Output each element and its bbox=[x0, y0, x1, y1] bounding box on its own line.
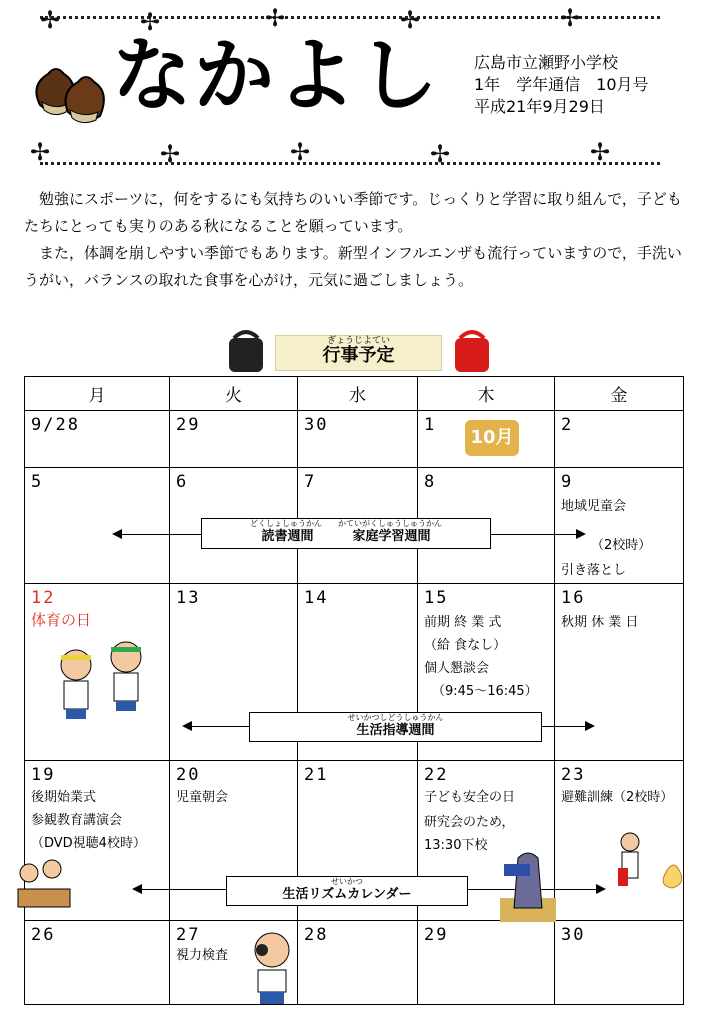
dragonfly-icon: ✢ bbox=[560, 4, 581, 32]
day-number: 21 bbox=[304, 765, 329, 785]
arrow-right-icon bbox=[585, 721, 595, 731]
event-label: （DVD視聴4校時） bbox=[31, 836, 146, 851]
weekday-header: 金 bbox=[555, 377, 684, 411]
period-text: 生活指導週間 bbox=[356, 723, 435, 738]
weekday-header: 火 bbox=[170, 377, 298, 411]
school-info bbox=[474, 52, 649, 118]
event-label: 研究会のため， bbox=[424, 815, 515, 830]
banner-ruby: ぎょうじよてい bbox=[326, 336, 390, 346]
dragonfly-icon: ✢ bbox=[590, 138, 611, 166]
period-label-rhythm bbox=[226, 876, 468, 906]
day-number: 7 bbox=[304, 472, 317, 492]
day-number: 13 bbox=[176, 588, 201, 608]
day-number: 2 bbox=[561, 415, 574, 435]
event-label: 13:30下校 bbox=[424, 838, 488, 853]
day-cell bbox=[298, 411, 418, 468]
day-number: 29 bbox=[176, 415, 201, 435]
day-number: 5 bbox=[31, 472, 44, 492]
day-number: 6 bbox=[176, 472, 189, 492]
day-cell bbox=[555, 411, 684, 468]
period-ruby: どくしょしゅうかん かていがくしゅうしゅうかん bbox=[250, 519, 442, 528]
intro-paragraph-1: 勉強にスポーツに，何をするにも気持ちのいい季節です。じっくりと学習に取り組んで，子どもたちにとっても実りのある秋になることを願っています。 bbox=[24, 190, 682, 235]
banner-title: 行事予定 bbox=[322, 345, 395, 366]
arrow-left-icon bbox=[112, 529, 122, 539]
weekday-header: 木 bbox=[418, 377, 555, 411]
intro-paragraph-2: また，体調を崩しやすい季節でもあります。新型インフルエンザも流行っていますので，手洗いうがい，バランスの取れた食事を心がけ，元気に過ごしましょう。 bbox=[24, 244, 682, 289]
weekday-header: 月 bbox=[25, 377, 170, 411]
day-number: 19 bbox=[31, 765, 56, 785]
dragonfly-icon: ✢ bbox=[40, 6, 61, 34]
newsletter-title: なかよし bbox=[112, 29, 440, 122]
day-number: 14 bbox=[304, 588, 329, 608]
dotted-border-bottom bbox=[40, 162, 660, 165]
period-label-reading bbox=[201, 518, 491, 549]
day-number: 20 bbox=[176, 765, 201, 785]
arrow-right-icon bbox=[576, 529, 586, 539]
event-label: 引き落とし bbox=[561, 563, 627, 578]
school-name: 広島市立瀬野小学校 bbox=[474, 53, 619, 72]
event-label: （9:45～16:45） bbox=[432, 684, 538, 699]
event-label: 児童朝会 bbox=[176, 790, 229, 805]
randoseru-black-icon bbox=[226, 330, 266, 374]
period-text: 生活リズムカレンダー bbox=[282, 887, 412, 902]
hood-kid-illustration bbox=[498, 848, 558, 926]
day-cell bbox=[298, 921, 418, 1005]
day-number: 9/28 bbox=[31, 415, 80, 435]
day-number: 8 bbox=[424, 472, 437, 492]
day-number: 30 bbox=[304, 415, 329, 435]
day-number: 28 bbox=[304, 925, 329, 945]
holiday-label: 体育の日 bbox=[31, 611, 92, 629]
day-number: 30 bbox=[561, 925, 586, 945]
day-cell bbox=[25, 921, 170, 1005]
fire-drill-illustration bbox=[608, 828, 688, 898]
day-number: 15 bbox=[424, 588, 449, 608]
day-cell bbox=[555, 584, 684, 761]
arrow-right-icon bbox=[596, 884, 606, 894]
day-cell bbox=[25, 411, 170, 468]
day-number: 29 bbox=[424, 925, 449, 945]
october-badge: 10月 bbox=[465, 420, 519, 456]
event-label: 地域児童会 bbox=[561, 499, 627, 514]
event-label: 個人懇談会 bbox=[424, 661, 490, 676]
dragonfly-icon: ✢ bbox=[140, 8, 161, 36]
dragonfly-icon: ✢ bbox=[290, 138, 311, 166]
sports-kids-illustration bbox=[46, 635, 156, 730]
event-label: （2校時） bbox=[591, 538, 652, 553]
arrow-left-icon bbox=[132, 884, 142, 894]
day-cell bbox=[555, 468, 684, 584]
day-number: 23 bbox=[561, 765, 586, 785]
day-number: 27 bbox=[176, 925, 201, 945]
day-number: 16 bbox=[561, 588, 586, 608]
randoseru-red-icon bbox=[452, 330, 492, 374]
event-label: 参観教育講演会 bbox=[31, 813, 123, 828]
dragonfly-icon: ✢ bbox=[265, 4, 286, 32]
period-label-guidance bbox=[249, 712, 542, 742]
event-label: 視力検査 bbox=[176, 948, 229, 963]
day-number: 9 bbox=[561, 472, 574, 492]
day-number: 1 bbox=[424, 415, 437, 435]
classroom-kids-illustration bbox=[14, 855, 74, 913]
issue-date: 平成21年9月29日 bbox=[474, 97, 605, 116]
event-label: 避難訓練（2校時） bbox=[561, 790, 674, 805]
dragonfly-icon: ✢ bbox=[160, 140, 181, 168]
period-ruby: せいかつしどうしゅうかん bbox=[347, 713, 444, 722]
chestnut-icon bbox=[20, 60, 115, 130]
event-label: 前期 終 業 式 bbox=[424, 615, 502, 630]
day-cell bbox=[25, 468, 170, 584]
arrow-left-icon bbox=[182, 721, 192, 731]
header bbox=[0, 0, 710, 180]
dragonfly-icon: ✢ bbox=[30, 138, 51, 166]
week-row bbox=[25, 921, 684, 1005]
event-label: （給 食なし） bbox=[424, 638, 507, 653]
event-label: 秋期 休 業 日 bbox=[561, 615, 639, 630]
day-cell bbox=[170, 411, 298, 468]
schedule-banner bbox=[275, 335, 442, 371]
day-number-holiday: 12 bbox=[31, 588, 56, 608]
event-label: 後期始業式 bbox=[31, 790, 97, 805]
day-cell bbox=[418, 921, 555, 1005]
eye-test-kid-illustration bbox=[244, 928, 300, 1008]
issue-label: 1年 学年通信 10月号 bbox=[474, 75, 649, 94]
intro-text bbox=[24, 186, 694, 294]
event-label: 子ども安全の日 bbox=[424, 790, 516, 805]
day-cell bbox=[555, 921, 684, 1005]
period-ruby: せいかつ bbox=[331, 877, 363, 886]
day-number: 26 bbox=[31, 925, 56, 945]
week-row bbox=[25, 411, 684, 468]
dragonfly-icon: ✢ bbox=[400, 6, 421, 34]
dragonfly-icon: ✢ bbox=[430, 140, 451, 168]
period-text: 読書週間 家庭学習週間 bbox=[261, 529, 431, 544]
weekday-header: 水 bbox=[298, 377, 418, 411]
weekday-header-row bbox=[25, 377, 684, 411]
day-number: 22 bbox=[424, 765, 449, 785]
